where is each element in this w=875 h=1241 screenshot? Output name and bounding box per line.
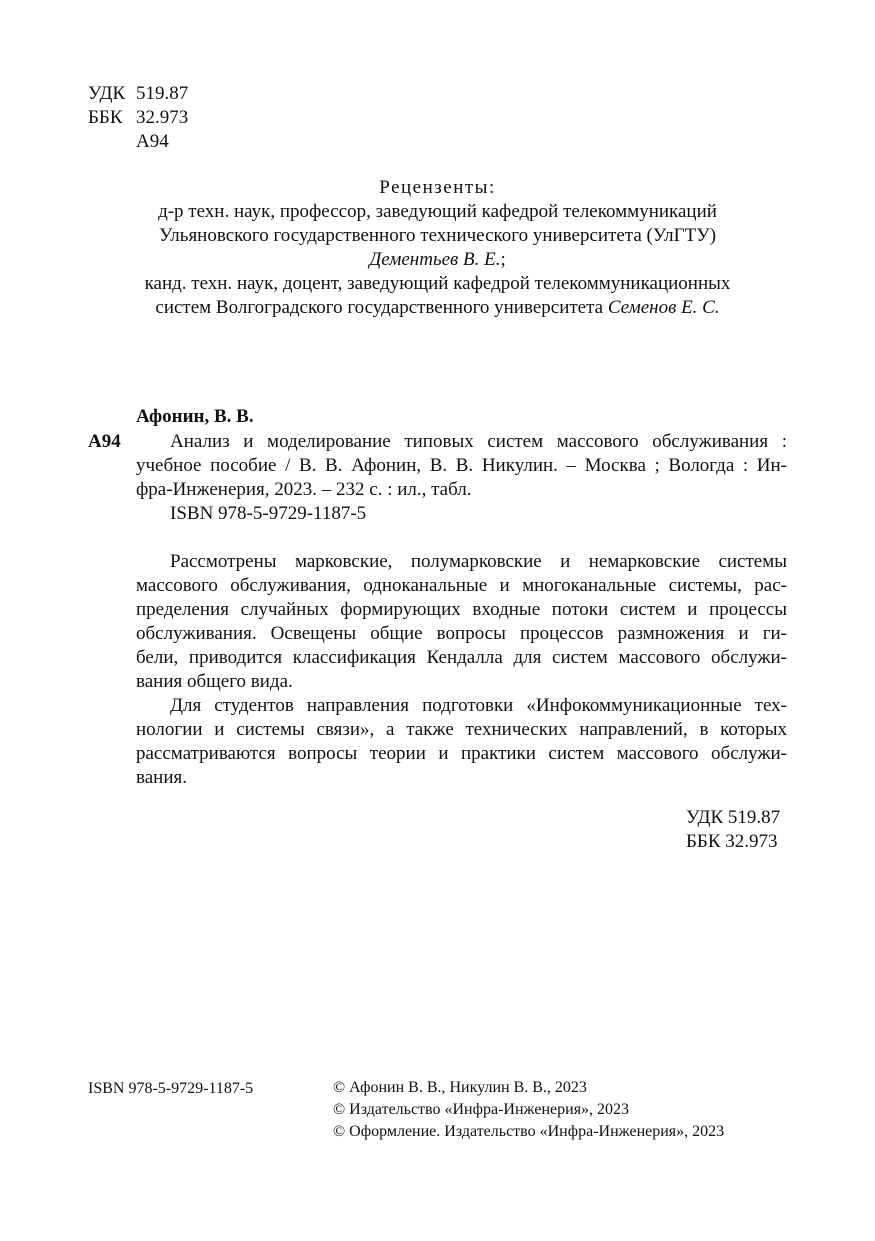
bib-line-1: Анализ и моделирование типовых систем массового обслуживания : — [170, 431, 787, 452]
copyright-design: © Оформление. Издательство «Инфра-Инженерия», 2023 — [333, 1123, 725, 1140]
abstract-line: нологии и системы связи», а также технических направлений, в которых — [136, 719, 787, 740]
bib-isbn: ISBN 978-5-9729-1187-5 — [170, 503, 367, 524]
copyright-publisher: © Издательство «Инфра-Инженерия», 2023 — [333, 1101, 630, 1118]
abstract-line: Рассмотрены марковские, полумарковские и немарковские системы — [170, 551, 787, 572]
abstract-line: обслуживания. Освещены общие вопросы процессов размножения и ги- — [136, 623, 787, 644]
abstract-line: бели, приводится классификация Кендалла для систем массового обслужи- — [136, 647, 787, 668]
bbk-value: 32.973 — [136, 107, 189, 128]
reviewer-2-name: Семенов Е. С. — [607, 297, 720, 318]
reviewer-2-affiliation: систем Волгоградского государственного университета — [155, 297, 604, 318]
reviewer-2-line-2 — [80, 296, 795, 320]
reviewer-1-line-2: Ульяновского государственного технического университета (УлГТУ) — [158, 225, 717, 246]
abstract-line: вания. — [136, 767, 187, 788]
bottom-classification — [686, 806, 780, 854]
bib-description — [136, 430, 787, 502]
bib-line-2: учебное пособие / В. В. Афонин, В. В. Никулин. – Москва ; Вологда : Ин- — [136, 455, 787, 476]
udk-value: 519.87 — [136, 83, 189, 104]
bib-author: Афонин, В. В. — [136, 406, 254, 427]
reviewers-title: Рецензенты: — [379, 177, 496, 198]
reviewer-1-punct: ; — [500, 249, 506, 270]
bib-line-3: фра-Инженерия, 2023. – 232 с. : ил., табл. — [136, 479, 472, 500]
abstract — [136, 550, 787, 790]
abstract-line: массового обслуживания, одноканальные и многоканальные системы, рас- — [136, 575, 787, 596]
bottom-udk: УДК 519.87 — [686, 807, 781, 828]
abstract-line: вания общего вида. — [136, 671, 293, 692]
abstract-line: рассматриваются вопросы теории и практики систем массового обслужи- — [136, 743, 787, 764]
bib-code: А94 — [88, 431, 121, 452]
udk-code — [88, 82, 188, 106]
bbk-code — [88, 106, 188, 130]
udk-label: УДК — [88, 83, 126, 104]
author-code: А94 — [136, 131, 169, 152]
reviewers-block — [80, 176, 795, 320]
copyright-block — [333, 1077, 724, 1143]
footer-isbn: ISBN 978-5-9729-1187-5 — [88, 1080, 254, 1097]
abstract-line: Для студентов направления подготовки «Инфокоммуникационные тех- — [170, 695, 787, 716]
bbk-label: ББК — [88, 107, 123, 128]
reviewer-1-name: Дементьев В. Е. — [369, 249, 501, 270]
reviewer-1-line-1: д-р техн. наук, профессор, заведующий кафедрой телекоммуникаций — [158, 201, 717, 222]
copyright-authors: © Афонин В. В., Никулин В. В., 2023 — [333, 1079, 587, 1096]
reviewer-2-line-1: канд. техн. наук, доцент, заведующий кафедрой телекоммуникационных — [144, 273, 731, 294]
bottom-bbk: ББК 32.973 — [686, 831, 778, 852]
reviewer-1-name-line — [80, 248, 795, 272]
abstract-line: пределения случайных формирующих входные потоки систем и процессы — [136, 599, 787, 620]
